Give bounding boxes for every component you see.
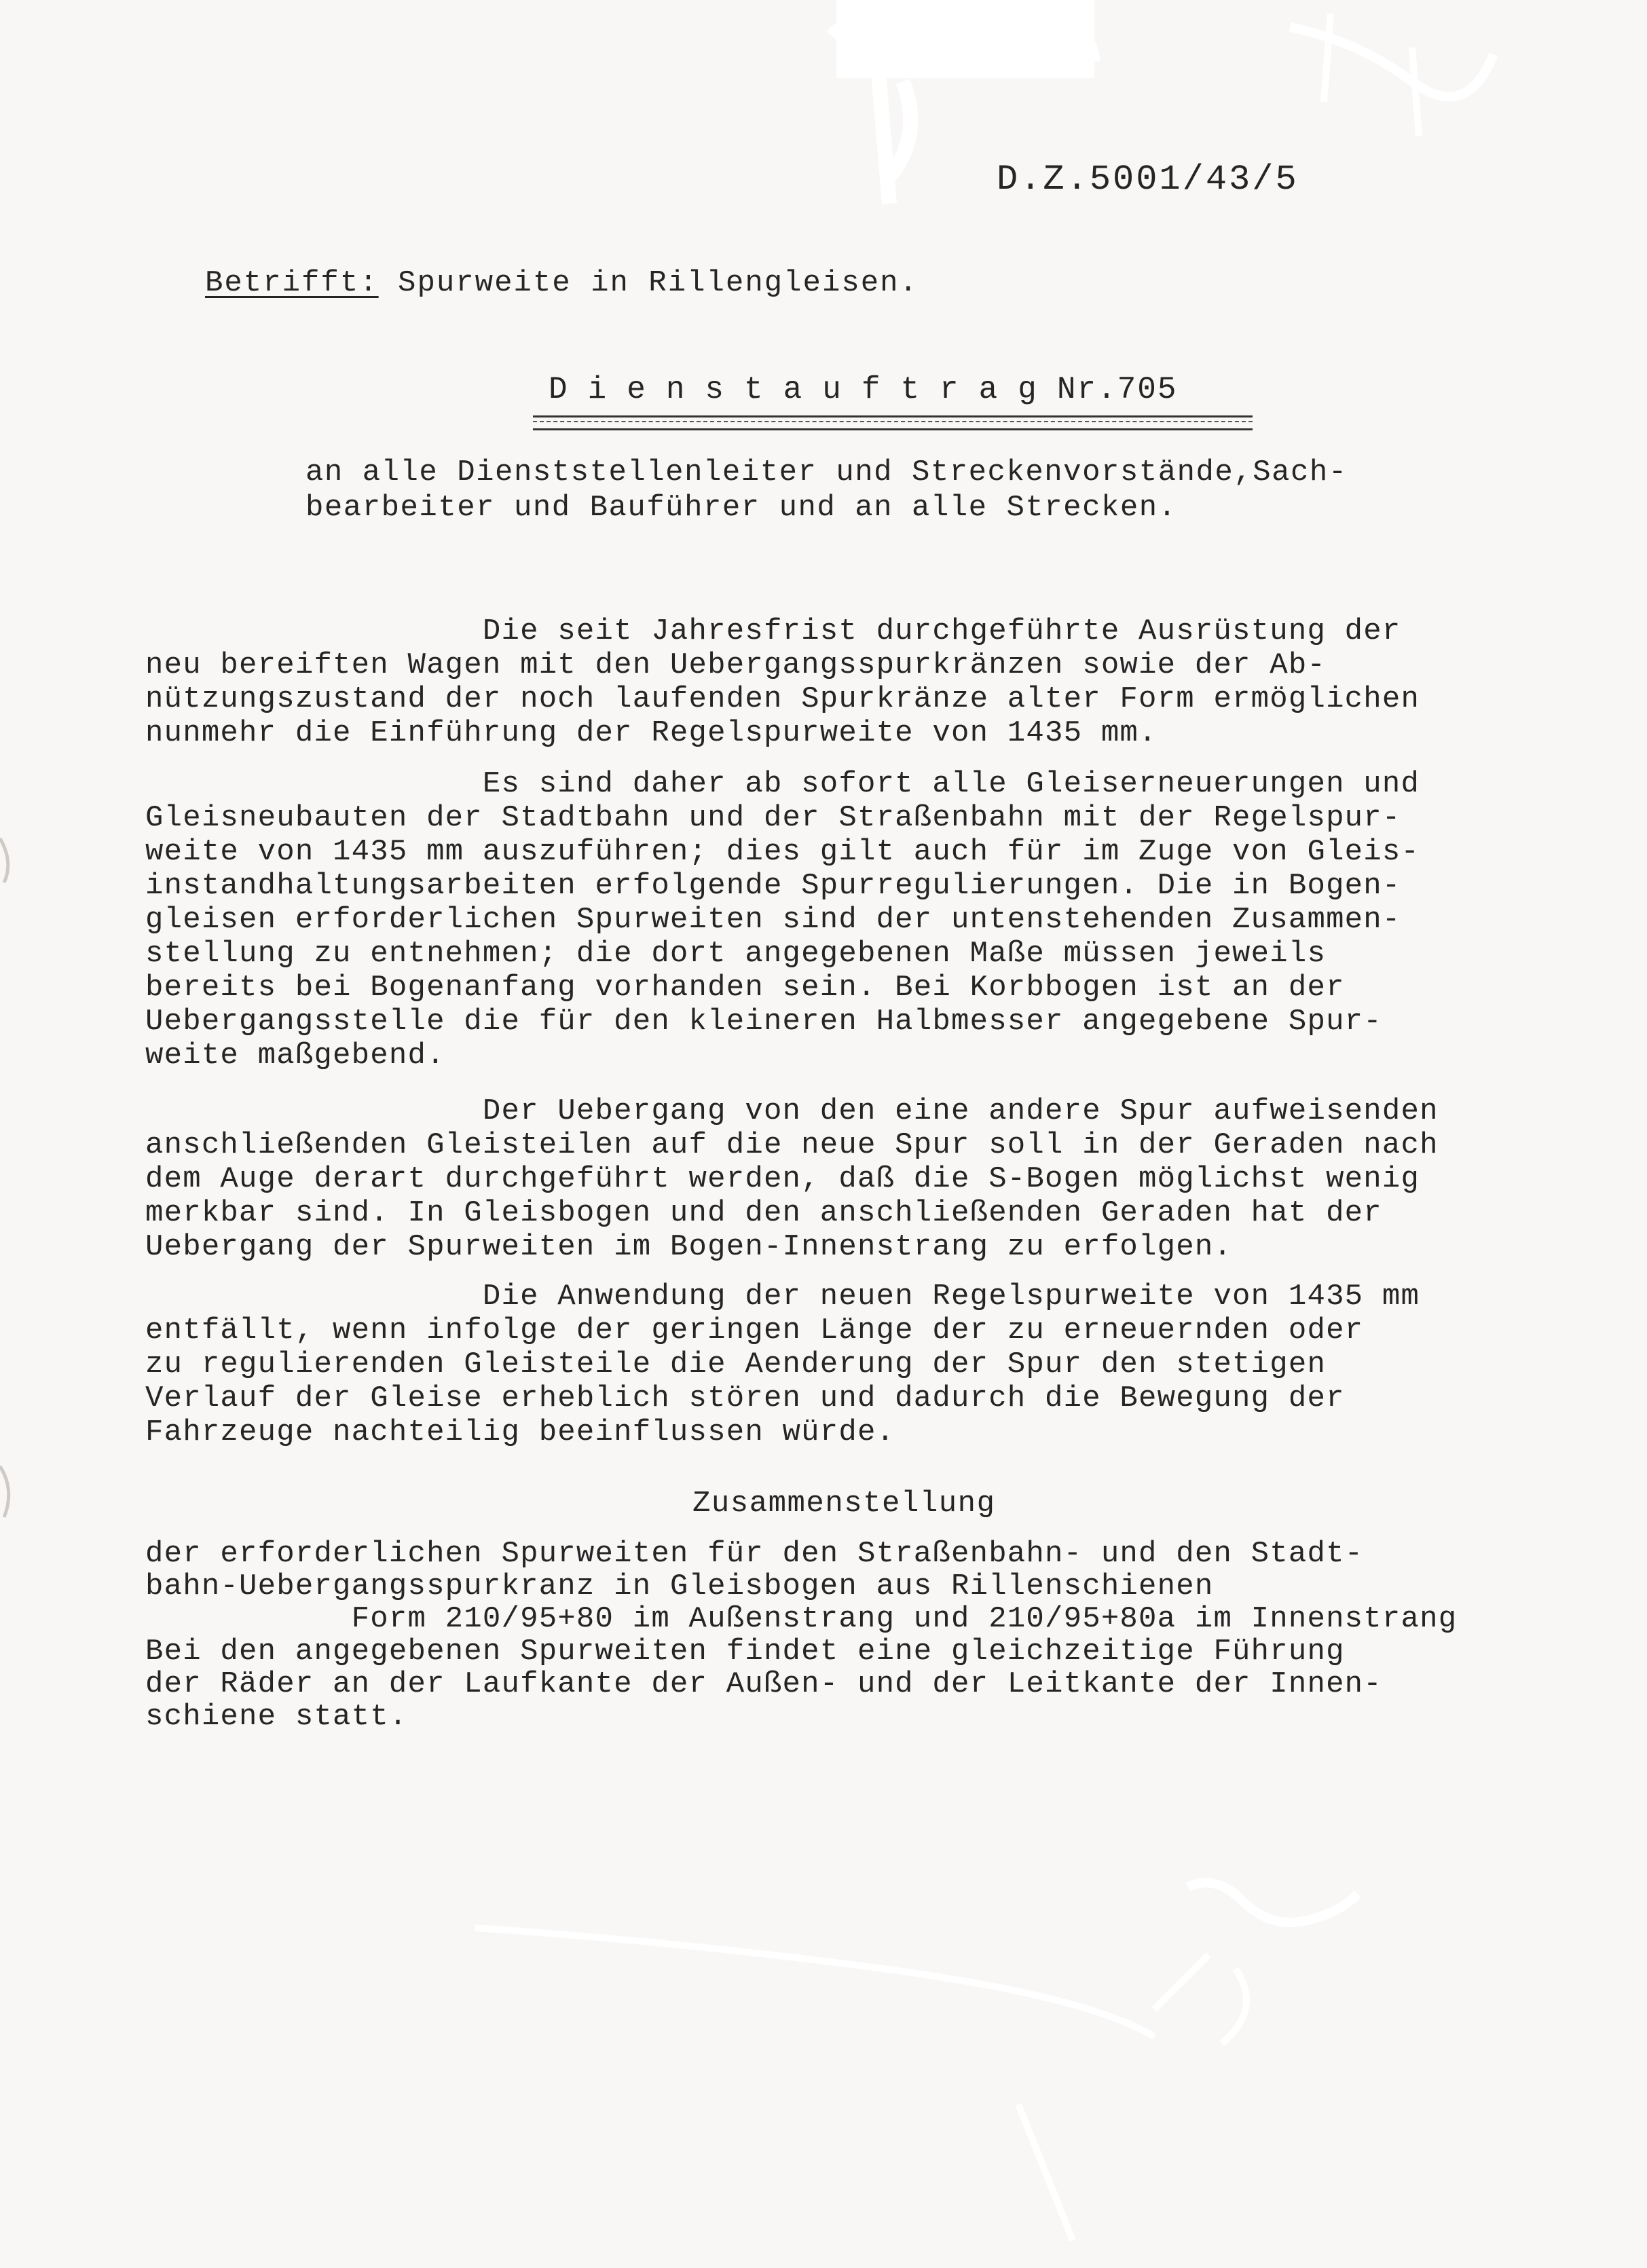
addressee-block xyxy=(306,455,1348,525)
addressee-line: bearbeiter und Bauführer und an alle Strecken. xyxy=(306,491,1177,525)
paragraph-line: Gleisneubauten der Stadtbahn und der Straßenbahn mit der Regelspur- xyxy=(145,801,1401,835)
reference-number: D.Z.5001/43/5 xyxy=(997,160,1299,200)
paragraph-line: gleisen erforderlichen Spurweiten sind der untenstehenden Zusammen- xyxy=(145,903,1401,937)
paragraph-line: Uebergangsstelle die für den kleineren Halbmesser angegebene Spur- xyxy=(145,1005,1382,1039)
paragraph-line: merkbar sind. In Gleisbogen und den anschließenden Geraden hat der xyxy=(145,1196,1382,1230)
paragraph-line: Der Uebergang von den eine andere Spur aufweisenden xyxy=(145,1094,1439,1128)
paragraph-line: entfällt, wenn infolge der geringen Länge der zu erneuernden oder xyxy=(145,1314,1364,1347)
summary-heading: Zusammenstellung xyxy=(692,1487,996,1521)
addressee-line: an alle Dienststellenleiter und Streckenvorstände,Sach- xyxy=(306,456,1348,489)
paragraph-line: dem Auge derart durchgeführt werden, daß die S-Bogen möglichst wenig xyxy=(145,1162,1420,1196)
paragraph-line: weite von 1435 mm auszuführen; dies gilt auch für im Zuge von Gleis- xyxy=(145,835,1420,869)
summary-line: der erforderlichen Spurweiten für den Straßenbahn- und den Stadt- xyxy=(145,1537,1364,1571)
summary-line: Form 210/95+80 im Außenstrang und 210/95+80a im Innenstrang xyxy=(145,1602,1458,1636)
paragraph-line: Fahrzeuge nachteilig beeinflussen würde. xyxy=(145,1415,895,1449)
paragraph-4 xyxy=(145,1280,1420,1449)
paragraph-line: bereits bei Bogenanfang vorhanden sein. Bei Korbbogen ist an der xyxy=(145,971,1345,1005)
paragraph-line: stellung zu entnehmen; die dort angegebenen Maße müssen jeweils xyxy=(145,937,1327,971)
paragraph-line: anschließenden Gleisteilen auf die neue Spur soll in der Geraden nach xyxy=(145,1128,1439,1162)
title-word: Dienstauftrag xyxy=(549,372,1057,407)
paragraph-line: nunmehr die Einführung der Regelspurweite von 1435 mm. xyxy=(145,716,1158,750)
paragraph-1 xyxy=(145,614,1420,750)
paragraph-line: instandhaltungsarbeiten erfolgende Spurregulierungen. Die in Bogen- xyxy=(145,869,1401,903)
summary-line: der Räder an der Laufkante der Außen- und der Leitkante der Innen- xyxy=(145,1667,1382,1701)
paragraph-line: Die Anwendung der neuen Regelspurweite von 1435 mm xyxy=(145,1280,1420,1314)
paragraph-line: Die seit Jahresfrist durchgeführte Ausrüstung der xyxy=(145,614,1401,648)
paragraph-line: nützungszustand der noch laufenden Spurkränze alter Form ermöglichen xyxy=(145,682,1420,716)
subject-line xyxy=(205,266,919,300)
paragraph-line: Es sind daher ab sofort alle Gleiserneuerungen und xyxy=(145,767,1420,801)
subject-text: Spurweite in Rillengleisen. xyxy=(398,266,919,300)
summary-line: schiene statt. xyxy=(145,1700,408,1734)
document-title xyxy=(549,372,1178,407)
paragraph-line: weite maßgebend. xyxy=(145,1039,445,1073)
paragraph-line: zu regulierenden Gleisteile die Aenderung der Spur den stetigen xyxy=(145,1347,1327,1381)
paragraph-3 xyxy=(145,1094,1439,1264)
summary-block xyxy=(145,1538,1457,1733)
summary-line: bahn-Uebergangsspurkranz in Gleisbogen aus Rillenschienen xyxy=(145,1569,1214,1603)
paragraph-line: Uebergang der Spurweiten im Bogen-Innenstrang zu erfolgen. xyxy=(145,1230,1233,1264)
paragraph-line: Verlauf der Gleise erheblich stören und dadurch die Bewegung der xyxy=(145,1381,1345,1415)
title-number: Nr.705 xyxy=(1056,372,1178,407)
paragraph-line: neu bereiften Wagen mit den Uebergangsspurkränzen sowie der Ab- xyxy=(145,648,1327,682)
subject-label: Betrifft: xyxy=(205,266,379,300)
paragraph-2 xyxy=(145,767,1420,1073)
summary-line: Bei den angegebenen Spurweiten findet eine gleichzeitige Führung xyxy=(145,1635,1345,1669)
title-underline-rule xyxy=(533,415,1253,430)
